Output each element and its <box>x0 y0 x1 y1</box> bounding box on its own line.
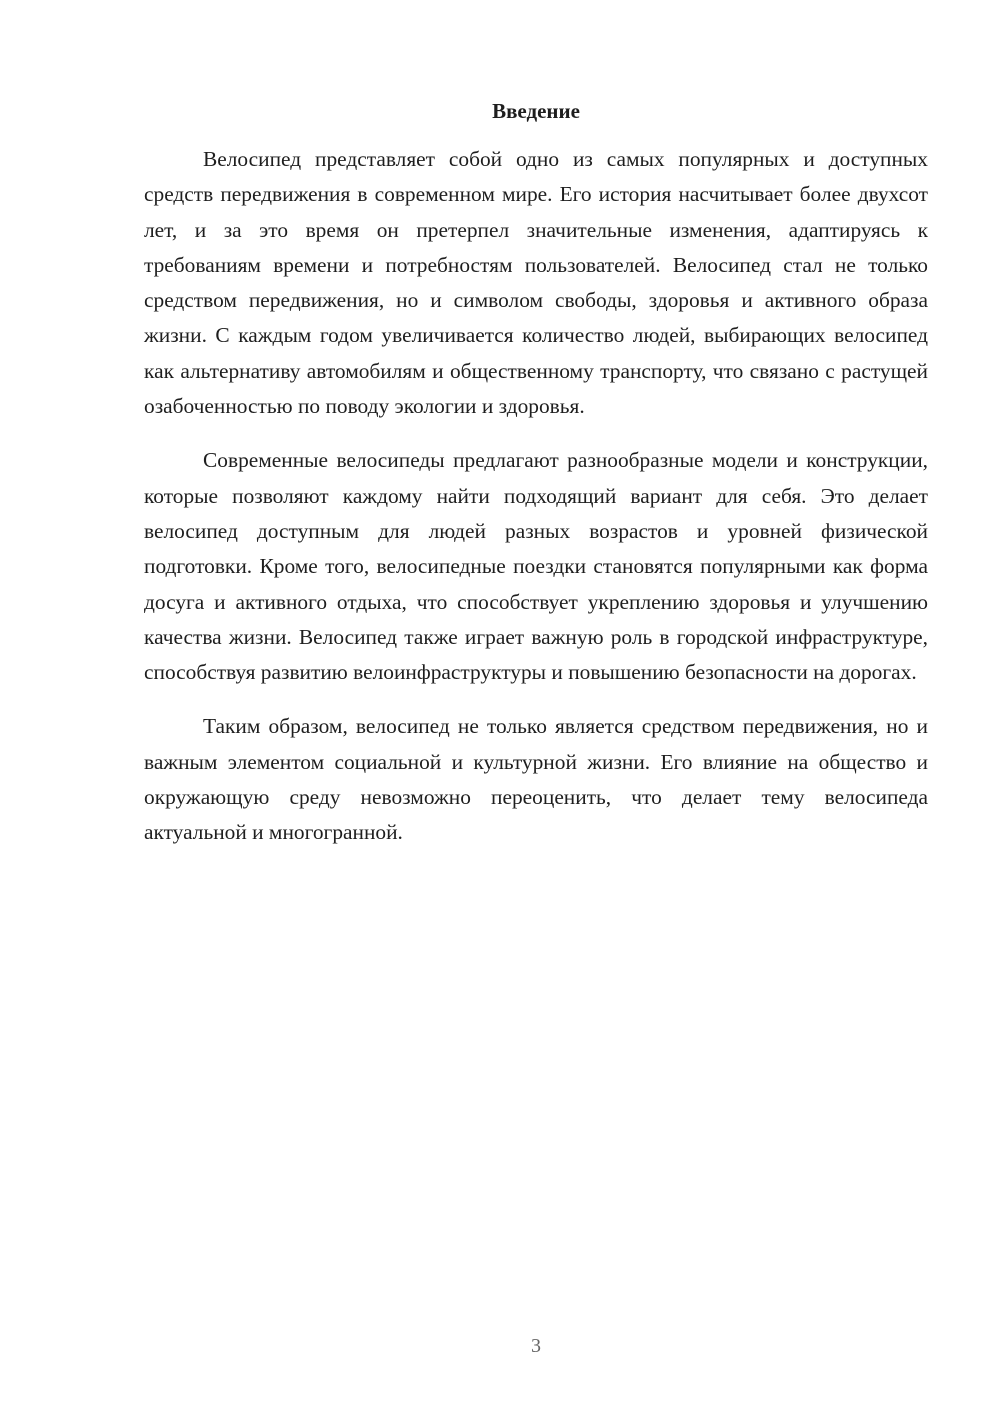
paragraph-3: Таким образом, велосипед не только является средством передвижения, но и важным элементом социальной и культурной жизни. Его влияние на общество и окружающую среду невозможно переоценить, что делает тему велосипеда актуальной и многогранной. <box>144 714 928 845</box>
paragraph-1: Велосипед представляет собой одно из самых популярных и доступных средств передвижения в современном мире. Его история насчитывает более двухсот лет, и за это время он претерпел значительные изменения, адаптируясь к требованиям времени и потребностям пользователей. Велосипед стал не только средством передвижения, но и символом свободы, здоровья и активного образа жизни. С каждым годом увеличивается количество людей, выбирающих велосипед как альтернативу автомобилям и общественному транспорту, что связано с растущей озабоченностью по поводу экологии и здоровья. <box>144 147 928 419</box>
body-text <box>144 142 928 870</box>
page-number: 3 <box>531 1335 541 1357</box>
paragraph-2: Современные велосипеды предлагают разнообразные модели и конструкции, которые позволяют каждому найти подходящий вариант для себя. Это делает велосипед доступным для людей разных возрастов и уровней физической подготовки. Кроме того, велосипедные поездки становятся популярными как форма досуга и активного отдыха, что способствует укреплению здоровья и улучшению качества жизни. Велосипед также играет важную роль в городской инфраструктуре, способствуя развитию велоинфраструктуры и повышению безопасности на дорогах. <box>144 448 928 685</box>
section-heading: Введение <box>492 99 580 123</box>
